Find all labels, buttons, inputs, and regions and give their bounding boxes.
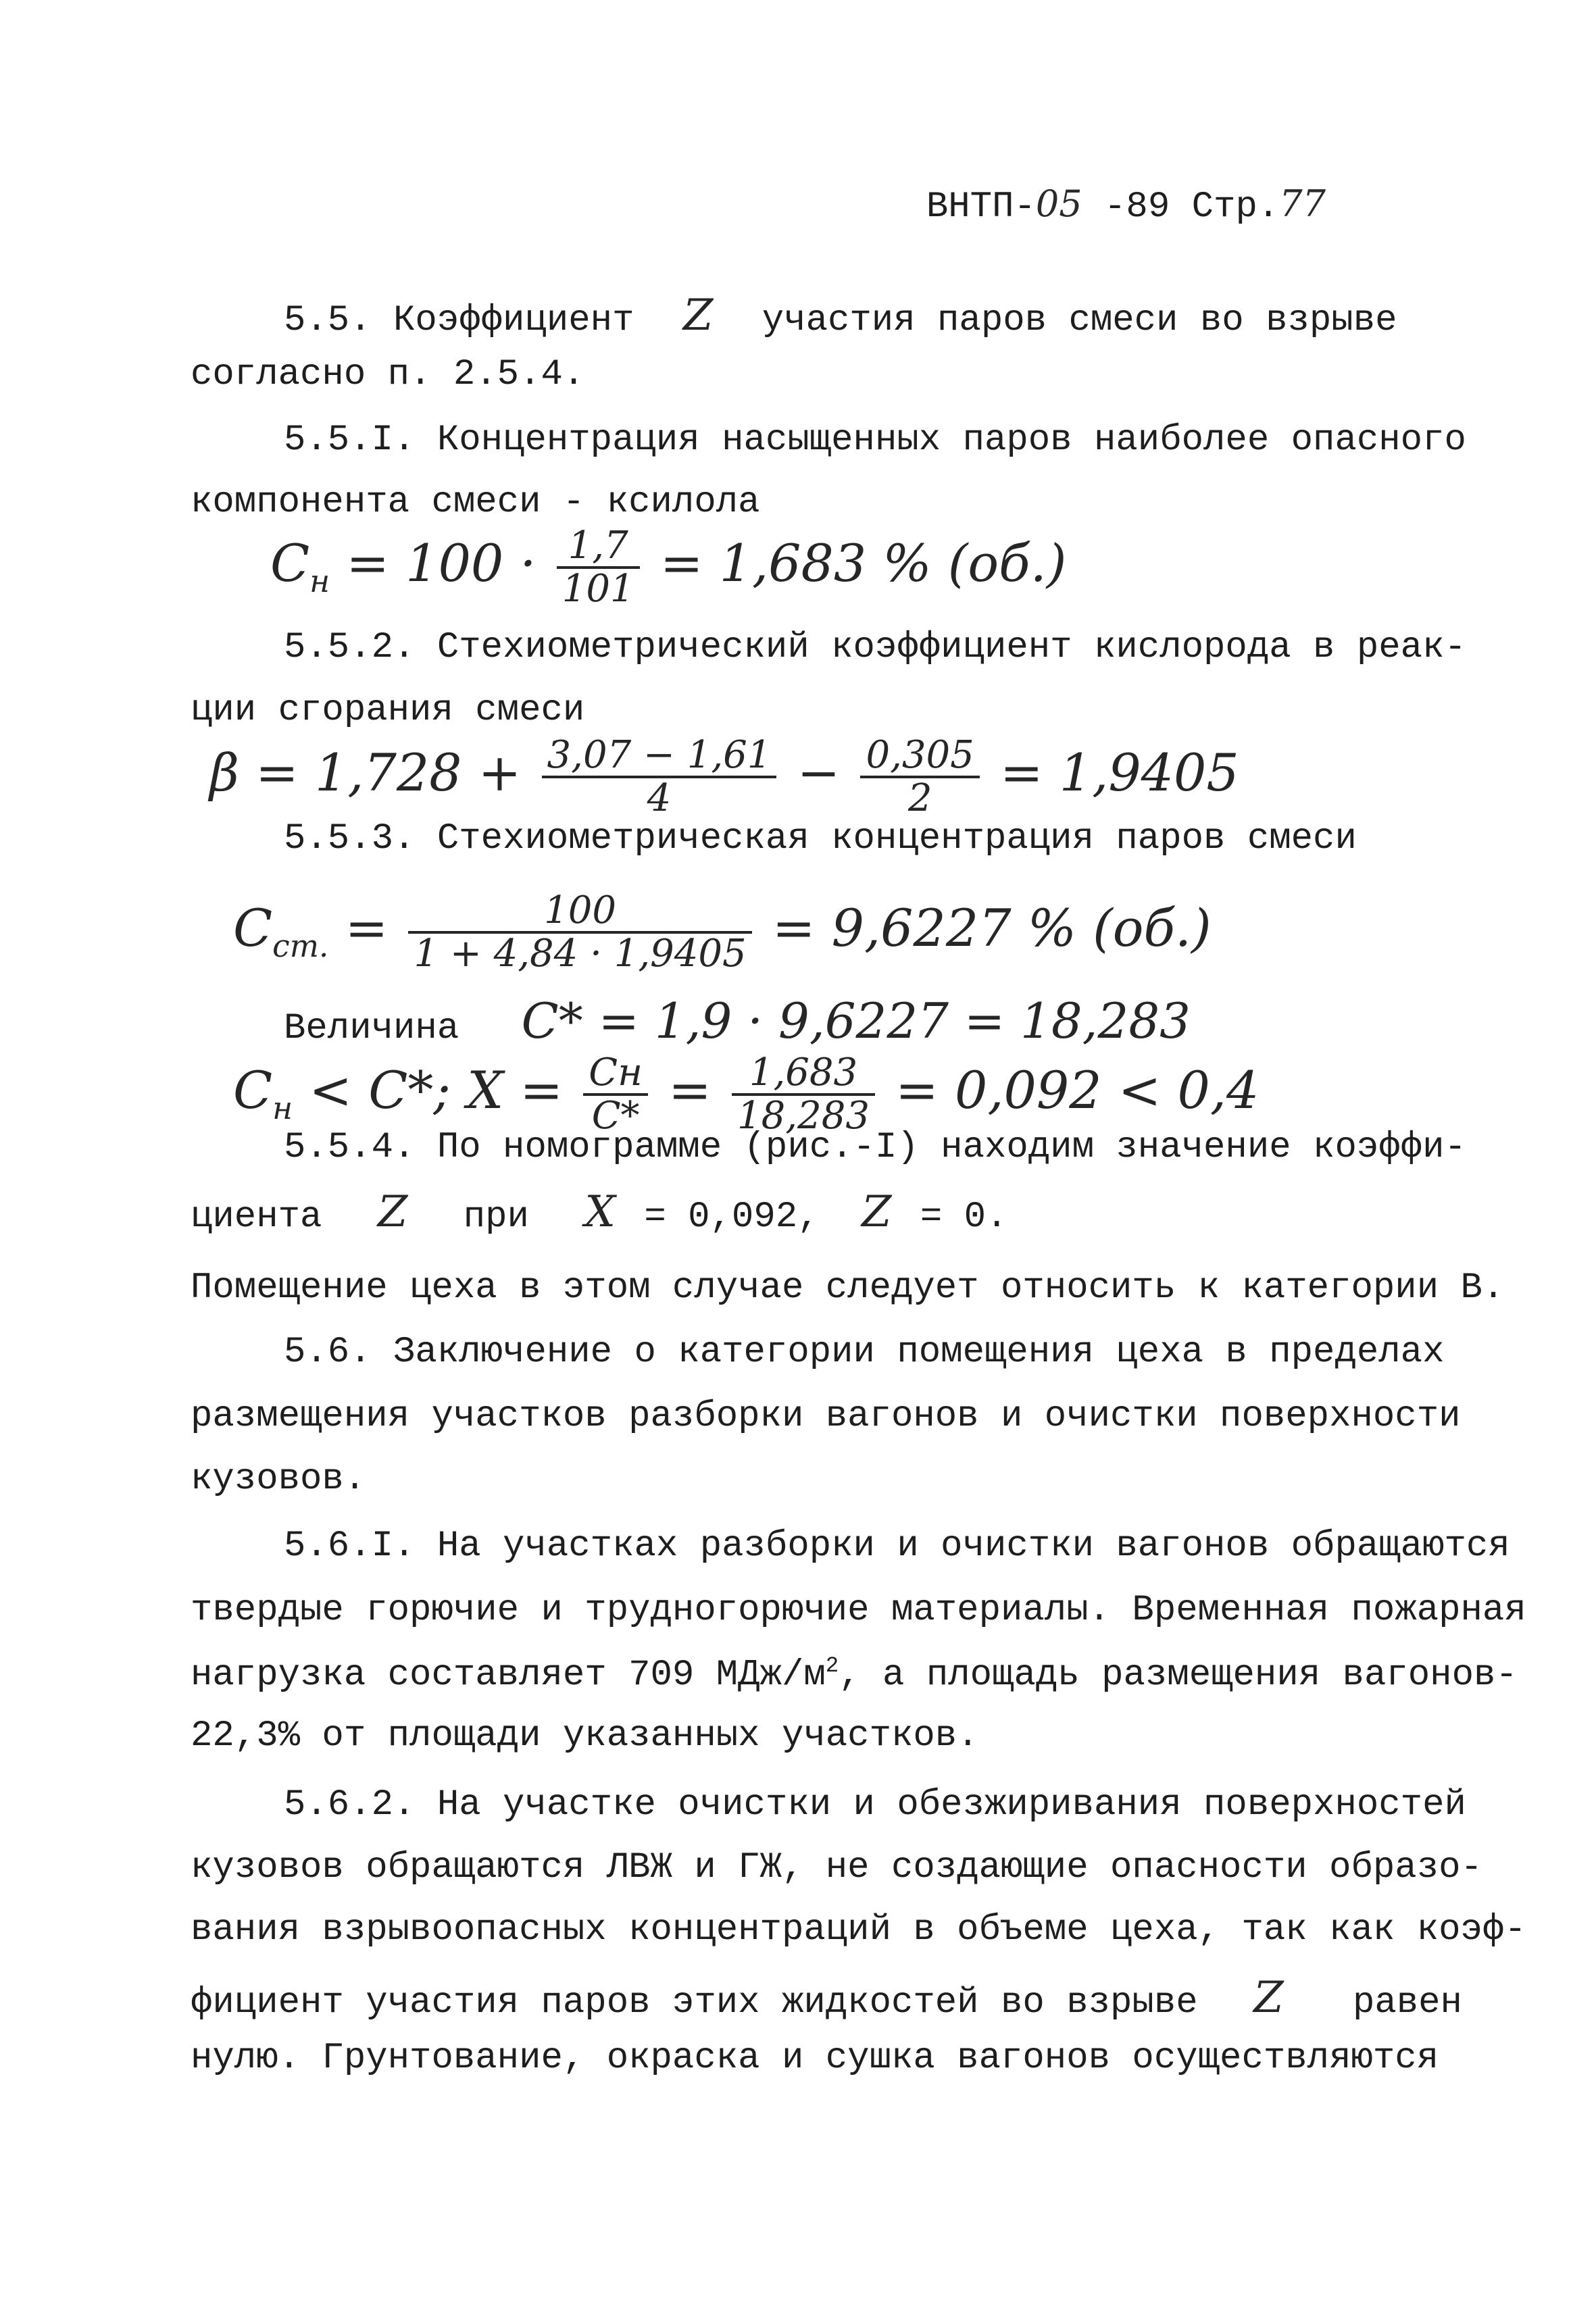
formula-part: − (797, 743, 841, 803)
velichina-line (284, 992, 1191, 1049)
x-symbol: X (584, 1187, 616, 1237)
text: при (463, 1197, 529, 1238)
section-5-6-1-line-3 (191, 1655, 1518, 1694)
fraction-num: 1,7 (557, 527, 640, 569)
superscript: 2 (825, 1653, 839, 1678)
fraction-den: 4 (647, 776, 672, 820)
section-5-6-2-line-4 (191, 1973, 1462, 2023)
text: 5.5. Коэффициент (284, 300, 634, 341)
fraction-2 (860, 733, 979, 820)
formula-lhs: C (270, 533, 310, 593)
section-5-5-1-line-1: 5.5.I. Концентрация насыщенных паров наиболее опасного (284, 420, 1466, 461)
formula-beta (209, 733, 1239, 820)
formula-sub: н (309, 563, 330, 600)
section-5-6-1-line-4: 22,3% от площади указанных участков. (191, 1715, 979, 1757)
formula-part: < C*; X = (309, 1060, 564, 1120)
fraction-num: Cн (583, 1054, 648, 1096)
section-5-5-2-line-1: 5.5.2. Стехиометрический коэффициент кислорода в реак- (284, 627, 1466, 668)
text: циента (191, 1197, 322, 1238)
fraction-num: 1,683 (732, 1054, 875, 1096)
formula-cstar: C* = 1,9 · 9,6227 = 18,283 (521, 992, 1191, 1049)
fraction (408, 888, 751, 976)
section-5-6-line-2: размещения участков разборки вагонов и очистки поверхности (191, 1396, 1461, 1437)
page-header (926, 182, 1326, 228)
header-prefix: ВНТП- (926, 186, 1036, 228)
fraction-num: 100 (408, 892, 751, 934)
formula-part: = 1,728 + (255, 743, 522, 803)
formula-result: = 1,683 % (об.) (659, 533, 1067, 593)
section-5-5-line-1 (284, 291, 1397, 341)
formula-result: = 1,9405 (999, 743, 1239, 803)
formula-part: = (668, 1060, 712, 1120)
fraction-den: 1 + 4,84 · 1,9405 (414, 932, 747, 976)
header-suffix: -89 Стр. (1104, 186, 1280, 228)
section-5-5-line-2: согласно п. 2.5.4. (191, 354, 585, 395)
section-5-6-2-line-3: вания взрывоопасных концентраций в объеме цеха, так как коэф- (191, 1909, 1526, 1951)
section-5-5-3-line-1: 5.5.3. Стехиометрическая концентрация паров смеси (284, 818, 1357, 859)
formula-result: = 0,092 < 0,4 (895, 1060, 1260, 1120)
fraction-den: 2 (907, 776, 932, 820)
fraction-den: 101 (562, 567, 634, 611)
section-5-6-2-line-1: 5.6.2. На участке очистки и обезжиривания поверхностей (284, 1784, 1466, 1826)
formula-part: = 100 · (346, 533, 537, 593)
formula-ratio (233, 1051, 1260, 1138)
formula-part: = (345, 898, 389, 958)
section-5-6-1-line-2: твердые горючие и трудногорючие материалы. Временная пожарная (191, 1590, 1526, 1631)
section-5-6-line-1: 5.6. Заключение о категории помещения цеха в пределах (284, 1332, 1445, 1373)
header-page: 77 (1279, 182, 1326, 225)
fraction-1 (583, 1051, 648, 1138)
section-5-5-4-line-2 (191, 1187, 1008, 1238)
formula-part: C (233, 1060, 273, 1120)
formula-result: = 9,6227 % (об.) (772, 898, 1212, 958)
text: равен (1352, 1982, 1462, 2023)
fraction (557, 524, 640, 611)
text: фициент участия паров этих жидкостей во взрыве (191, 1982, 1198, 2023)
text: Величина (284, 1008, 459, 1049)
z-symbol: Z (377, 1187, 408, 1237)
text: = 0,092, (644, 1197, 820, 1238)
fraction-den: C* (591, 1094, 640, 1138)
fraction-num: 3,07 − 1,61 (542, 736, 777, 778)
z-symbol: Z (1253, 1973, 1284, 2023)
formula-lhs: β (209, 743, 239, 803)
section-5-5-2-line-2: ции сгорания смеси (191, 690, 585, 731)
section-5-5-1-line-2: компонента смеси - ксилола (191, 482, 760, 523)
formula-cst (233, 888, 1212, 976)
formula-cn (270, 524, 1067, 611)
section-5-6-2-line-5: нулю. Грунтование, окраска и сушка вагонов осуществляются (191, 2038, 1439, 2079)
fraction-den: 18,283 (737, 1094, 870, 1138)
text: нагрузка составляет 709 МДж/м (191, 1655, 826, 1696)
section-5-6-line-3: кузовов. (191, 1459, 366, 1500)
header-number: 05 (1035, 182, 1082, 225)
formula-lhs: C (233, 898, 273, 958)
conclusion-line: Помещение цеха в этом случае следует относить к категории В. (191, 1267, 1505, 1309)
fraction-num: 0,305 (860, 736, 979, 778)
z-symbol: Z (682, 291, 714, 341)
text: = 0. (920, 1197, 1008, 1238)
fraction-1 (542, 733, 777, 820)
fraction-2 (732, 1051, 875, 1138)
z-symbol: Z (861, 1187, 892, 1237)
formula-sub: ст. (272, 928, 329, 965)
section-5-5-4-line-1: 5.5.4. По номограмме (рис.-I) находим значение коэффи- (284, 1127, 1466, 1168)
section-5-6-1-line-1: 5.6.I. На участках разборки и очистки вагонов обращаются (284, 1526, 1510, 1567)
section-5-6-2-line-2: кузовов обращаются ЛВЖ и ГЖ, не создающие опасности образо- (191, 1847, 1482, 1888)
formula-sub: н (272, 1090, 293, 1127)
text: участия паров смеси во взрыве (762, 300, 1397, 341)
text: , а площадь размещения вагонов- (839, 1655, 1518, 1696)
